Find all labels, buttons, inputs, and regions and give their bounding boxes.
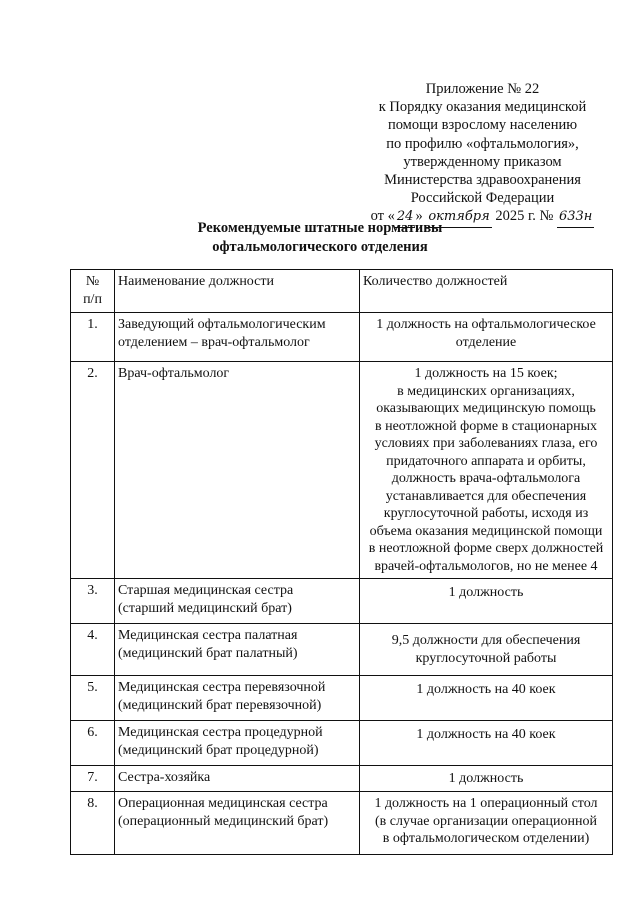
header-position-name: Наименование должности — [115, 270, 360, 313]
row-number: 3. — [71, 579, 115, 624]
text-line: в неотложной форме в стационарных — [374, 418, 598, 434]
header-position-count: Количество должностей — [360, 270, 613, 313]
text-line: условиях при заболеваниях глаза, его — [374, 436, 598, 451]
handwritten-day: 24 — [395, 208, 416, 227]
text-line: круглосуточной работы — [415, 650, 557, 666]
position-count — [360, 362, 613, 579]
row-number: 2. — [71, 362, 115, 579]
row-number: 6. — [71, 721, 115, 766]
staffing-table — [70, 269, 613, 855]
text-line: Медицинская сестра палатная — [118, 628, 298, 643]
position-name — [115, 579, 360, 624]
position-count — [360, 624, 613, 676]
table-row — [71, 721, 613, 766]
position-count — [360, 792, 613, 855]
text-line: в офтальмологическом отделении) — [382, 831, 590, 846]
row-number: 7. — [71, 766, 115, 792]
table-header-row — [71, 270, 613, 313]
text-line: должность врача-офтальмолога — [391, 471, 581, 486]
text-line: врачей-офтальмологов, но не менее 4 — [374, 558, 598, 574]
table-row — [71, 792, 613, 855]
appendix-line: по профилю «офтальмология», — [386, 135, 579, 152]
text-line: устанавливается для обеспечения — [385, 488, 587, 504]
position-name — [115, 721, 360, 766]
text-line: (старший медицинский брат) — [118, 600, 292, 616]
row-number: 5. — [71, 676, 115, 721]
text-line: (медицинский брат процедурной) — [118, 742, 319, 758]
text-line: Сестра-хозяйка — [118, 770, 211, 785]
table-row — [71, 579, 613, 624]
text-line: (медицинский брат перевязочной) — [118, 697, 322, 713]
header-number — [71, 270, 115, 313]
handwritten-month: октября — [426, 208, 491, 227]
appendix-line: утвержденному приказом — [403, 153, 562, 170]
text-line: в неотложной форме сверх должностей — [368, 541, 604, 556]
table-row — [71, 313, 613, 362]
position-name — [115, 792, 360, 855]
appendix-line: Приложение № 22 — [425, 81, 540, 97]
document-title — [150, 219, 490, 257]
text-line: круглосуточной работы, исходя из — [383, 506, 589, 521]
text-line: Медицинская сестра перевязочной — [118, 680, 326, 695]
title-line: офтальмологического отделения — [212, 239, 428, 255]
position-count — [360, 676, 613, 721]
text-line: 1 должность на офтальмологическое — [376, 317, 596, 332]
text-line: Медицинская сестра процедурной — [118, 725, 323, 740]
position-count — [360, 721, 613, 766]
table-row — [71, 676, 613, 721]
date-prefix: от « — [370, 208, 395, 225]
text-line: Врач-офтальмолог — [118, 366, 230, 381]
title-line: Рекомендуемые штатные нормативы — [197, 220, 443, 236]
text-line: Заведующий офтальмологическим — [118, 317, 326, 332]
position-name — [115, 313, 360, 362]
table-row — [71, 766, 613, 792]
text-line: (медицинский брат палатный) — [118, 645, 298, 661]
appendix-line: помощи взрослому населению — [387, 117, 578, 134]
position-count — [360, 766, 613, 792]
text-line: отделением – врач-офтальмолог — [118, 334, 310, 350]
date-mid: » — [415, 208, 423, 225]
text-line: 1 должность на 1 операционный стол — [374, 796, 598, 811]
appendix-header — [350, 80, 615, 228]
appendix-line: Российской Федерации — [410, 190, 555, 207]
text-line: Старшая медицинская сестра — [118, 583, 294, 598]
text-line: (в случае организации операционной — [375, 813, 597, 829]
text-line: 1 должность на 40 коек — [416, 682, 556, 697]
text-line: 1 должность на 40 коек — [416, 727, 556, 742]
text-line: 1 должность — [448, 771, 524, 786]
position-name — [115, 766, 360, 792]
text-line: (операционный медицинский брат) — [118, 813, 329, 829]
row-number: 4. — [71, 624, 115, 676]
position-name — [115, 362, 360, 579]
handwritten-order-number: 633н — [557, 208, 594, 227]
position-count — [360, 313, 613, 362]
text-line: 1 должность — [448, 585, 524, 600]
row-number: 8. — [71, 792, 115, 855]
text-line: Операционная медицинская сестра — [118, 796, 328, 811]
position-count — [360, 579, 613, 624]
row-number: 1. — [71, 313, 115, 362]
appendix-line: Министерства здравоохранения — [384, 172, 581, 189]
text-line: в медицинских организациях, — [397, 383, 575, 399]
text-line: объема оказания медицинской помощи — [369, 523, 603, 539]
text-line: придаточного аппарата и орбиты, — [386, 453, 586, 469]
header-number-line: № — [85, 274, 100, 289]
text-line: 1 должность на 15 коек; — [414, 366, 558, 381]
appendix-line: к Порядку оказания медицинской — [378, 99, 587, 116]
text-line: отделение — [455, 334, 517, 350]
table-row — [71, 624, 613, 676]
position-name — [115, 676, 360, 721]
text-line: 9,5 должности для обеспечения — [391, 633, 581, 648]
table-row — [71, 362, 613, 579]
date-year: 2025 г. № — [495, 208, 554, 225]
header-number-line: п/п — [83, 291, 102, 307]
position-name — [115, 624, 360, 676]
text-line: оказывающих медицинскую помощь — [376, 401, 596, 416]
